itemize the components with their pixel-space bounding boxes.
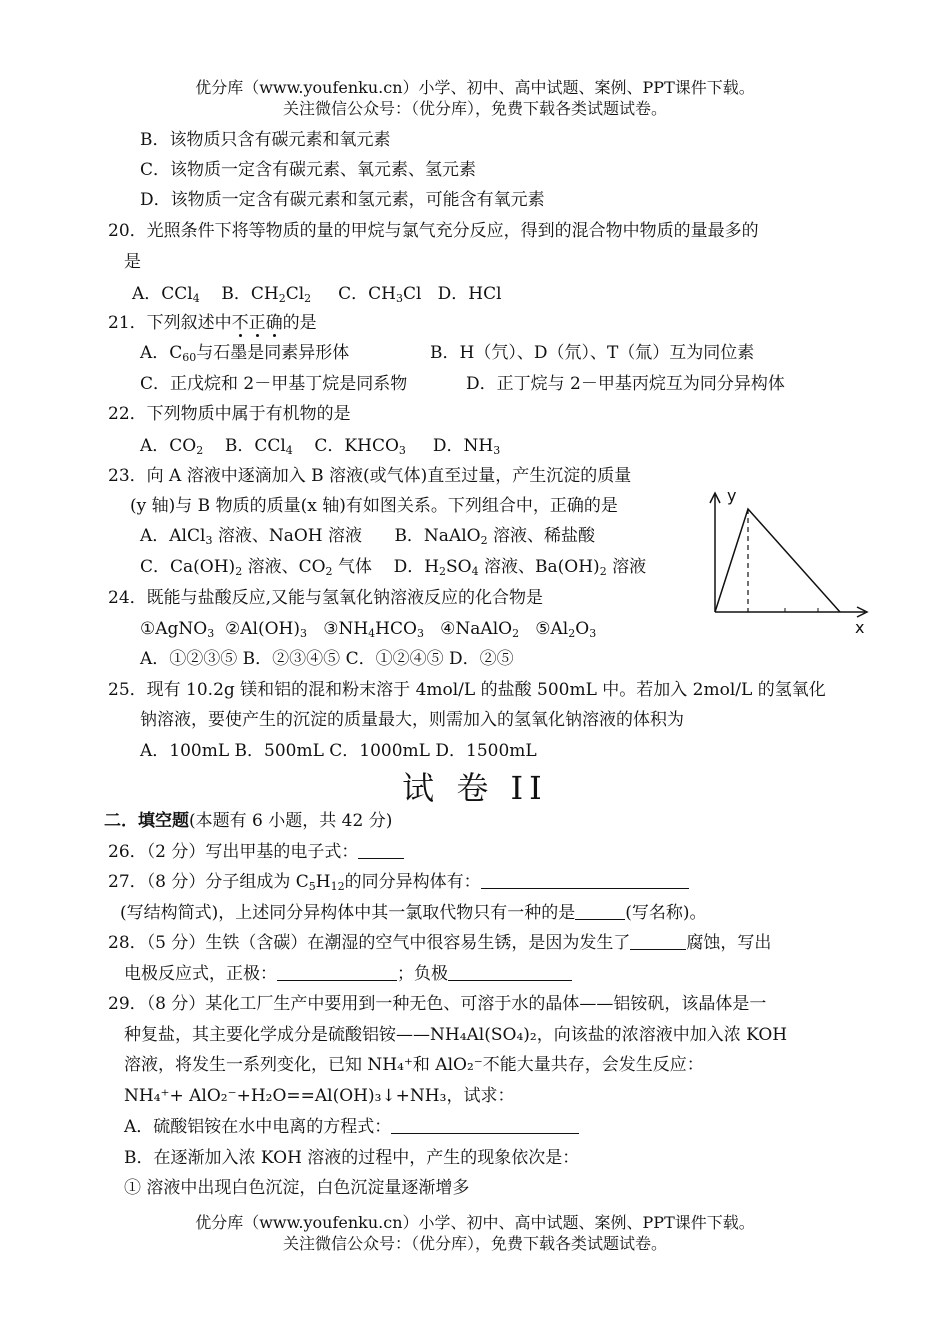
q21-option-c: C．正戊烷和 2－甲基丁烷是同系物 bbox=[140, 374, 408, 394]
q29-reaction: NH₄⁺+ AlO₂⁻+H₂O==Al(OH)₃↓+NH₃，试求： bbox=[124, 1086, 515, 1106]
q21-option-b: B．H（氕）、D（氘）、T（氚）互为同位素 bbox=[430, 343, 755, 363]
footer-line-1: 优分库（www.youfenku.cn）小学、初中、高中试题、案例、PPT课件下载。 bbox=[195, 1213, 755, 1232]
q23-graph bbox=[700, 487, 875, 637]
q23-stem-cont: (y 轴)与 B 物质的质量(x 轴)有如图关系。下列组合中，正确的是 bbox=[130, 496, 618, 516]
answer-blank[interactable] bbox=[448, 962, 572, 981]
q22-stem: 22．下列物质中属于有机物的是 bbox=[108, 404, 351, 424]
q19-option-c: C．该物质一定含有碳元素、氧元素、氢元素 bbox=[140, 160, 477, 180]
x-axis-label: x bbox=[855, 618, 865, 637]
y-axis-label: y bbox=[727, 487, 737, 505]
q29-stem-line2: 种复盐，其主要化学成分是硫酸铝铵——NH₄Al(SO₄)₂，向该盐的浓溶液中加入浓 KOH bbox=[124, 1025, 788, 1045]
q26-stem: 26．（2 分）写出甲基的电子式： bbox=[108, 839, 404, 865]
answer-blank[interactable] bbox=[481, 870, 689, 889]
q24-options: A．①②③⑤ B．②③④⑤ C．①②④⑤ D．②⑤ bbox=[140, 649, 514, 669]
q23-options-cd: C．$Ca(OH)_2$ 溶液、$CO_2$ 气体 D．$H_2SO_4$ 溶液、$Ba(OH)_2$ 溶液 bbox=[140, 557, 647, 578]
q21-option-a: A．$C_{60}$与石墨是同素异形体 bbox=[140, 343, 350, 364]
q27-stem-cont: (写结构简式)，上述同分异构体中其一氯取代物只有一种的是 (写名称)。 bbox=[120, 903, 707, 923]
answer-blank[interactable] bbox=[277, 962, 397, 981]
q29-part-a: A．硫酸铝铵在水中电离的方程式： bbox=[124, 1114, 579, 1140]
q25-stem-cont: 钠溶液，要使产生的沉淀的质量最大，则需加入的氢氧化钠溶液的体积为 bbox=[140, 710, 684, 730]
footer-line-2: 关注微信公众号：（优分库），免费下载各类试题试卷。 bbox=[282, 1234, 667, 1253]
q29-stem: 29．（8 分）某化工厂生产中要用到一种无色、可溶于水的晶体——铝铵矾，该晶体是一 bbox=[108, 994, 767, 1014]
q25-options: A．100mL B．500mL C．1000mL D．1500mL bbox=[140, 741, 537, 761]
q25-stem: 25．现有 10.2g 镁和铝的混和粉末溶于 4mol/L 的盐酸 500mL 中。若加入 2mol/L 的氢氧化 bbox=[108, 680, 826, 700]
q29-stem-line3: 溶液，将发生一系列变化，已知 NH₄⁺和 AlO₂⁻不能大量共存，会发生反应： bbox=[124, 1055, 704, 1075]
section-heading: 二．填空题(本题有 6 小题，共 42 分) bbox=[104, 811, 393, 831]
q19-option-d: D．该物质一定含有碳元素和氢元素，可能含有氧元素 bbox=[140, 190, 545, 210]
q20-stem: 20．光照条件下将等物质的量的甲烷与氯气充分反应，得到的混合物中物质的量最多的 bbox=[108, 221, 759, 241]
answer-blank[interactable] bbox=[575, 901, 625, 920]
answer-blank[interactable] bbox=[391, 1115, 579, 1134]
q22-options: A．$CO_2$ B．CCl$_4$ C．$KHCO_3$ D．$NH_3$ bbox=[140, 436, 501, 457]
answer-blank[interactable] bbox=[358, 840, 404, 859]
q29-part-b: B．在逐渐加入浓 KOH 溶液的过程中，产生的现象依次是： bbox=[124, 1148, 580, 1168]
q23-stem: 23．向 A 溶液中逐滴加入 B 溶液(或气体)直至过量，产生沉淀的质量 bbox=[108, 466, 632, 486]
q20-options: A．CCl$_4$ B．$CH_2Cl_2$ C．$CH_3Cl$ D．HCl bbox=[132, 284, 502, 305]
precipitate-curve bbox=[715, 509, 840, 612]
q21-stem: 21．下列叙述中不正确的是 bbox=[108, 313, 317, 333]
q24-compounds: ①AgNO$_3$ $②Al(OH)_3$ $③NH_4HCO_3$ ④NaAlO$_2$ $⑤Al_2O_3$ bbox=[140, 619, 597, 640]
q29-step-1: ① 溶液中出现白色沉淀，白色沉淀量逐渐增多 bbox=[124, 1178, 470, 1198]
q21-option-d: D．正丁烷与 2－甲基丙烷互为同分异构体 bbox=[466, 374, 785, 394]
q19-option-b: B．该物质只含有碳元素和氧元素 bbox=[140, 130, 391, 150]
q28-stem: 28．（5 分）生铁（含碳）在潮湿的空气中很容易生锈，是因为发生了 腐蚀，写出 bbox=[108, 933, 772, 953]
q20-stem-cont: 是 bbox=[124, 252, 141, 272]
q23-options-ab: A．AlCl$_3$ 溶液、NaOH 溶液 B．NaAlO$_2$ 溶液、稀盐酸 bbox=[140, 526, 596, 547]
q27-stem: 27．（8 分）分子组成为 $C_5H_{12}$的同分异构体有： bbox=[108, 869, 689, 895]
answer-blank[interactable] bbox=[630, 931, 686, 950]
q28-stem-cont: 电极反应式，正极： ；负极 bbox=[124, 961, 572, 987]
header-line-1: 优分库（www.youfenku.cn）小学、初中、高中试题、案例、PPT课件下载。 bbox=[195, 78, 755, 97]
section-title: 试 卷 II bbox=[402, 769, 548, 807]
q24-stem: 24．既能与盐酸反应,又能与氢氧化钠溶液反应的化合物是 bbox=[108, 588, 544, 608]
header-line-2: 关注微信公众号：（优分库），免费下载各类试题试卷。 bbox=[282, 99, 667, 118]
